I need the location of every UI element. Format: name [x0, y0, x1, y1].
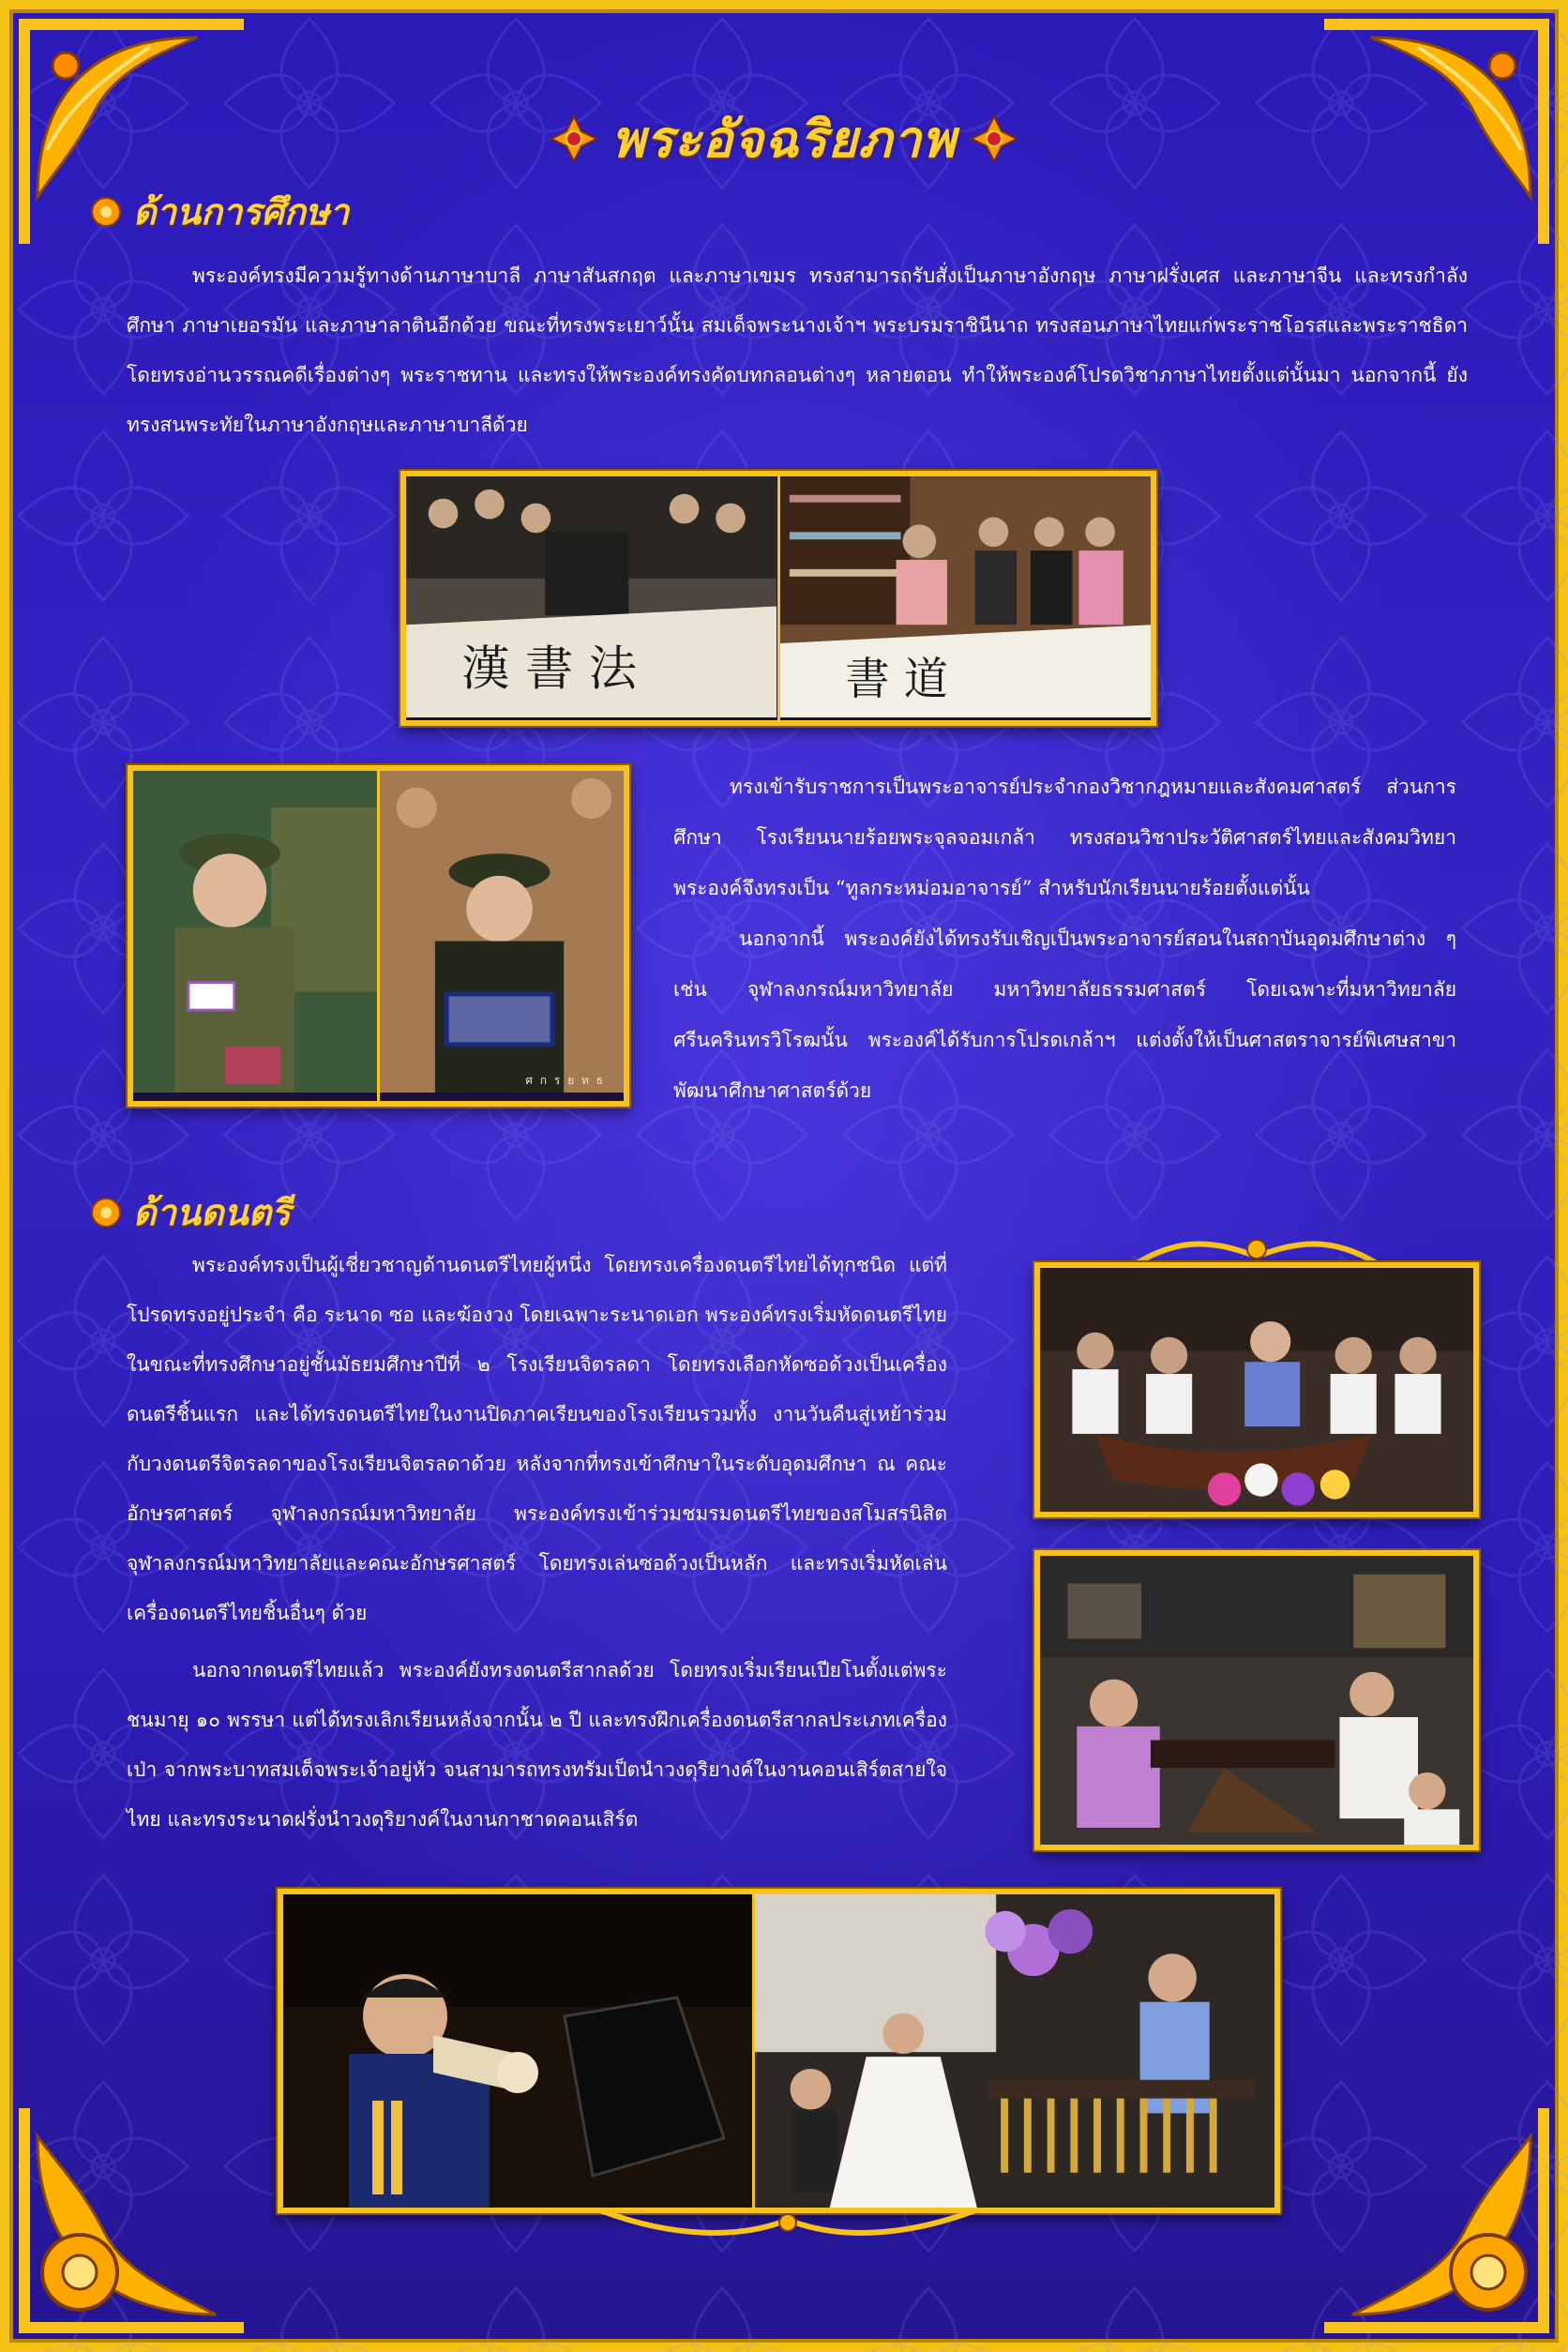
education-paragraph-1: พระองค์ทรงมีความรู้ทางด้านภาษาบาลี ภาษาสันสกฤต และภาษาเขมร ทรงสามารถรับสั่งเป็นภาษาอังกฤษ ภาษาฝรั่งเศส และภาษาจีน และทรงกำลังศึกษา ภาษาเยอรมัน และภาษาลาตินอีกด้วย ขณะที่ทรงพระเยาว์นั้น สมเด็จพระนางเจ้าฯ พระบรมราชินีนาถ ทรงสอนภาษาไทยแก่พระราชโอรสและพระราชธิดา โดยทรงอ่านวรรณคดีเรื่องต่างๆ พระราชทาน และทรงให้พระองค์ทรงคัดบทกลอนต่างๆ หลายตอน ทำให้พระองค์โปรดวิชาภาษาไทยตั้งแต่นั้นมา นอกจากนี้ ยังทรงสนพระทัยในภาษาอังกฤษและภาษาบาลีด้วย: [127, 264, 1468, 436]
flower-bullet-icon: [90, 196, 122, 228]
education-heading: [90, 183, 349, 240]
music-heading-text: ด้านดนตรี: [133, 1191, 291, 1233]
education-paragraph-2: ทรงเข้ารับราชการเป็นพระอาจารย์ประจำกองวิชากฎหมายและสังคมศาสตร์ ส่วนการศึกษา โรงเรียนนายร้อยพระจุลจอมเกล้า ทรงสอนวิชาประวัติศาสตร์ไทยและสังคมวิทยา พระองค์จึงทรงเป็น “ทูลกระหม่อมอาจารย์” สำหรับนักเรียนนายร้อยตั้งแต่นั้น: [673, 776, 1456, 899]
photo-military-left: [133, 771, 377, 1101]
corner-ornament-bottom-right: [1315, 2099, 1559, 2343]
music-paragraph-1: พระองค์ทรงเป็นผู้เชี่ยวชาญด้านดนตรีไทยผู้หนึ่ง โดยทรงเครื่องดนตรีไทยได้ทุกชนิด แต่ที่โปรดทรงอยู่ประจำ คือ ระนาด ซอ และฆ้องวง โดยเฉพาะระนาดเอก พระองค์ทรงเริ่มหัดดนตรีไทย ในขณะที่ทรงศึกษาอยู่ชั้นมัธยมศึกษาปีที่ ๒ โรงเรียนจิตรลดา โดยทรงเลือกหัดซอด้วงเป็นเครื่องดนตรีชิ้นแรก และได้ทรงดนตรีไทยในงานปิดภาคเรียนของโรงเรียนรวมทั้ง งานวันคืนสู่เหย้าร่วมกับวงดนตรีจิตรลดาของโรงเรียนจิตรลดาด้วย หลังจากที่ทรงเข้าศึกษาในระดับอุดมศึกษา ณ คณะอักษรศาสตร์ จุฬาลงกรณ์มหาวิทยาลัย พระองค์ทรงเข้าร่วมชมรมดนตรีไทยของสโมสรนิสิตจุฬาลงกรณ์มหาวิทยาลัยและคณะอักษรศาสตร์ โดยทรงเล่นซอด้วงเป็นหลัก และทรงเริ่มหัดเล่นเครื่องดนตรีไทยชิ้นอื่นๆ ด้วย: [127, 1254, 947, 1624]
photo-western-music: [278, 1889, 1280, 2213]
flower-bullet-icon: [90, 1197, 122, 1229]
svg-text:漢 書 法: 漢 書 法: [461, 641, 638, 698]
title-flower-icon-left: [550, 114, 598, 163]
svg-text:書 道: 書 道: [844, 654, 948, 706]
photo-caption: ศ ก ร ย ท ธ: [525, 1074, 605, 1087]
photo-trumpet: [283, 1894, 752, 2208]
education-paragraph-3: นอกจากนี้ พระองค์ยังได้ทรงรับเชิญเป็นพระอาจารย์สอนในสถาบันอุดมศึกษาต่าง ๆ เช่น จุฬาลงกรณ์มหาวิทยาลัย มหาวิทยาลัยธรรมศาสตร์ โดยเฉพาะที่มหาวิทยาลัยศรีนครินทรวิโรฒนั้น พระองค์ได้รับการโปรดเกล้าฯ แต่งตั้งให้เป็นศาสตราจารย์พิเศษสาขาพัฒนาศึกษาศาสตร์ด้วย: [673, 927, 1456, 1102]
photo-thai-performance: [1034, 1550, 1479, 1850]
photo-calligraphy-right: [777, 476, 1152, 720]
title-banner: [0, 98, 1568, 179]
education-heading-text: ด้านการศึกษา: [133, 190, 350, 233]
photo-military-right: [377, 771, 624, 1101]
corner-ornament-bottom-left: [9, 2099, 253, 2343]
photo-xylophone: [752, 1894, 1274, 2208]
photo-military-academy: [128, 765, 629, 1107]
music-paragraph-2: นอกจากดนตรีไทยแล้ว พระองค์ยังทรงดนตรีสากลด้วย โดยทรงเริ่มเรียนเปียโนตั้งแต่พระชนมายุ ๑๐ พรรษา แต่ได้ทรงเลิกเรียนหลังจากนั้น ๒ ปี และทรงฝึกเครื่องดนตรีสากลประเภทเครื่องเป่า จากพระบาทสมเด็จพระเจ้าอยู่หัว จนสามารถทรงทรัมเป็ตนำวงดุริยางค์ในงานคอนเสิร์ตสายใจไทย และทรงระนาดฝรั่งนำวงดุริยางค์ในงานกาชาดคอนเสิร์ต: [127, 1659, 947, 1831]
photo-calligraphy-left: [406, 476, 777, 720]
title-flower-icon-right: [970, 114, 1018, 163]
page-title: พระอัจฉริยภาพ: [611, 109, 957, 169]
photo-calligraphy: [400, 471, 1156, 726]
frame-bottom-ornament: [591, 2206, 985, 2243]
photo-thai-ensemble: [1034, 1262, 1479, 1517]
music-heading: [90, 1184, 291, 1241]
